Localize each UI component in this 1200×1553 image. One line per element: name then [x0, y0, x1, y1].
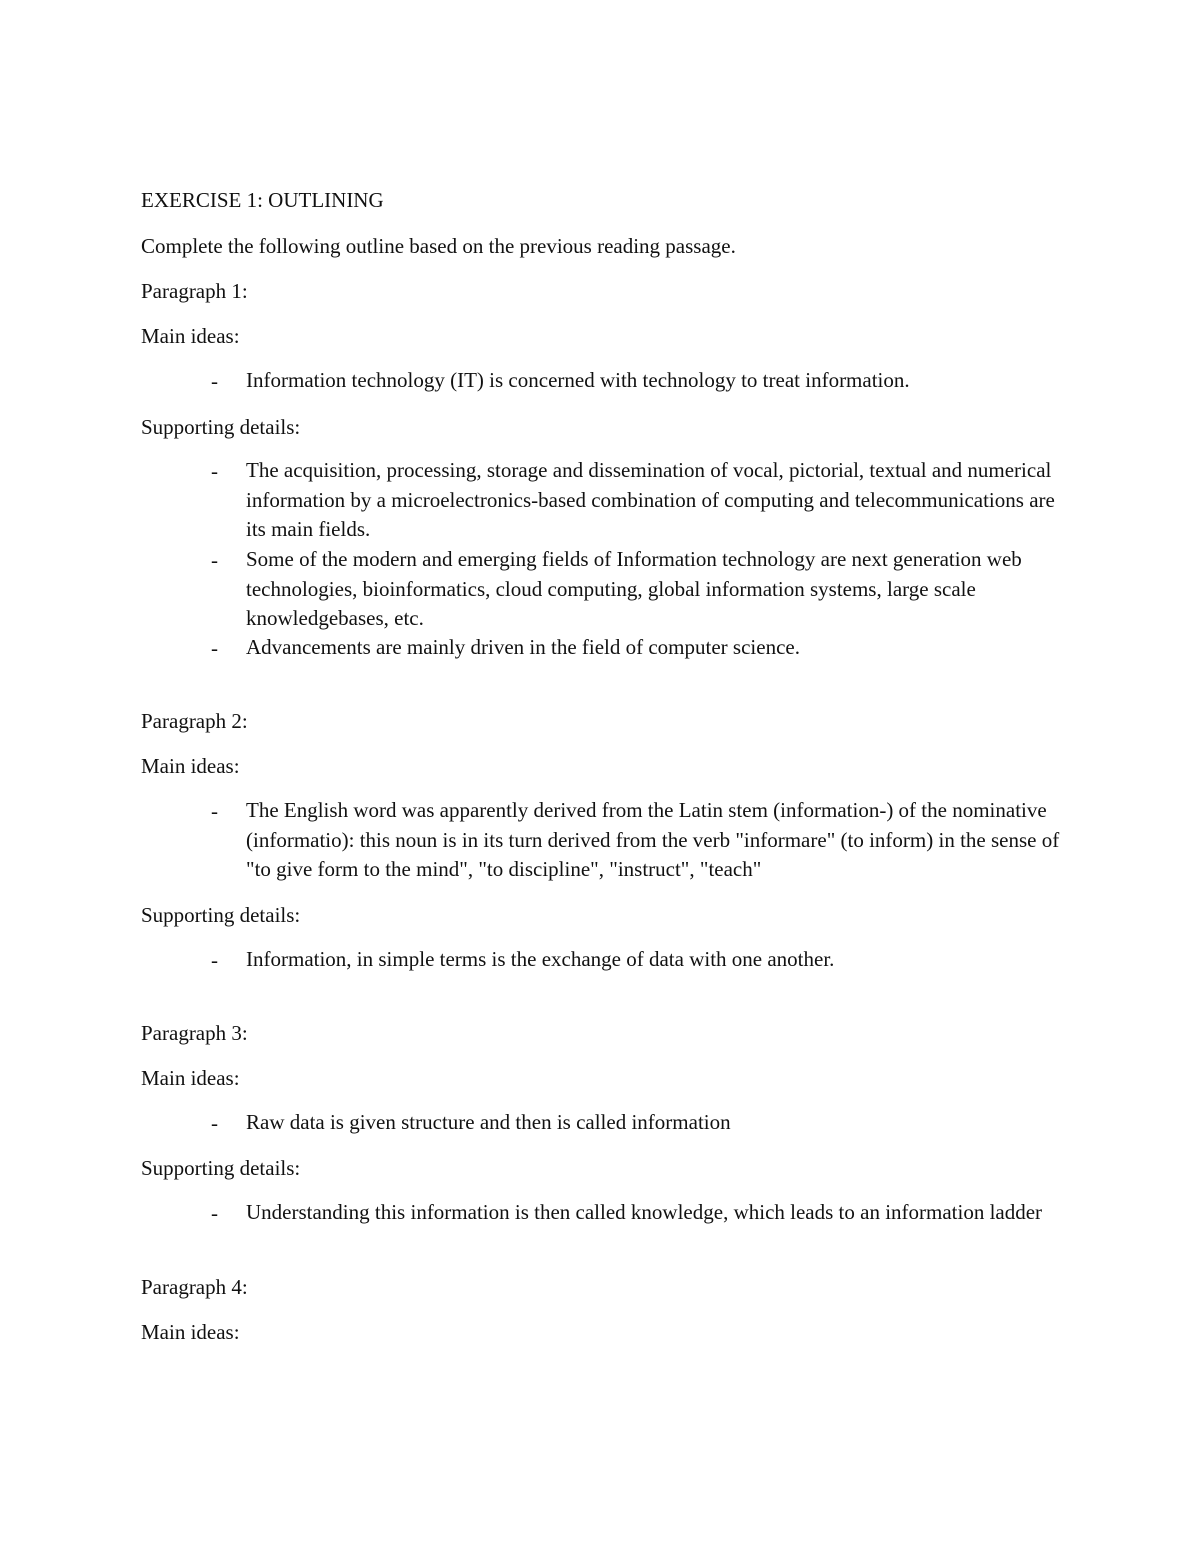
bullet-dash: - — [211, 948, 218, 972]
paragraph-2-supporting-detail: Information, in simple terms is the exchange of data with one another. — [246, 947, 835, 971]
paragraph-1-supporting-detail: Some of the modern and emerging fields of Information technology are next generation web technologies, bioinformatics, cloud computing, global information systems, large scale knowledgebases, etc. — [246, 547, 1022, 630]
paragraph-1-supporting-label: Supporting details: — [141, 415, 301, 439]
paragraph-2-heading: Paragraph 2: — [141, 709, 248, 733]
paragraph-1-heading: Paragraph 1: — [141, 279, 248, 303]
exercise-title: EXERCISE 1: OUTLINING — [141, 188, 384, 212]
paragraph-1-supporting-detail: The acquisition, processing, storage and dissemination of vocal, pictorial, textual and numerical information by a microelectronics-based combination of computing and telecommunications are its main fields. — [246, 458, 1055, 541]
paragraph-3-main-idea: Raw data is given structure and then is called information — [246, 1110, 731, 1134]
paragraph-1-main-ideas-label: Main ideas: — [141, 324, 240, 348]
bullet-dash: - — [211, 548, 218, 572]
paragraph-4-heading: Paragraph 4: — [141, 1275, 248, 1299]
bullet-dash: - — [211, 459, 218, 483]
instruction-text: Complete the following outline based on the previous reading passage. — [141, 234, 736, 258]
bullet-dash: - — [211, 1111, 218, 1135]
paragraph-3-supporting-detail: Understanding this information is then called knowledge, which leads to an information ladder — [246, 1200, 1043, 1224]
paragraph-3-supporting-label: Supporting details: — [141, 1156, 301, 1180]
paragraph-1-supporting-detail: Advancements are mainly driven in the field of computer science. — [246, 635, 800, 659]
bullet-dash: - — [211, 369, 218, 393]
paragraph-3-heading: Paragraph 3: — [141, 1021, 248, 1045]
bullet-dash: - — [211, 799, 218, 823]
paragraph-3-main-ideas-label: Main ideas: — [141, 1066, 240, 1090]
paragraph-4-main-ideas-label: Main ideas: — [141, 1320, 240, 1344]
paragraph-2-supporting-label: Supporting details: — [141, 903, 301, 927]
bullet-dash: - — [211, 636, 218, 660]
paragraph-2-main-idea: The English word was apparently derived from the Latin stem (information-) of the nominative (informatio): this noun is in its turn derived from the verb "informare" (to inform) in the sense of "to give form to the mind", "to discipline", "instruct", "teach" — [246, 798, 1060, 881]
paragraph-2-main-ideas-label: Main ideas: — [141, 754, 240, 778]
bullet-dash: - — [211, 1201, 218, 1225]
paragraph-1-main-idea: Information technology (IT) is concerned with technology to treat information. — [246, 368, 910, 392]
